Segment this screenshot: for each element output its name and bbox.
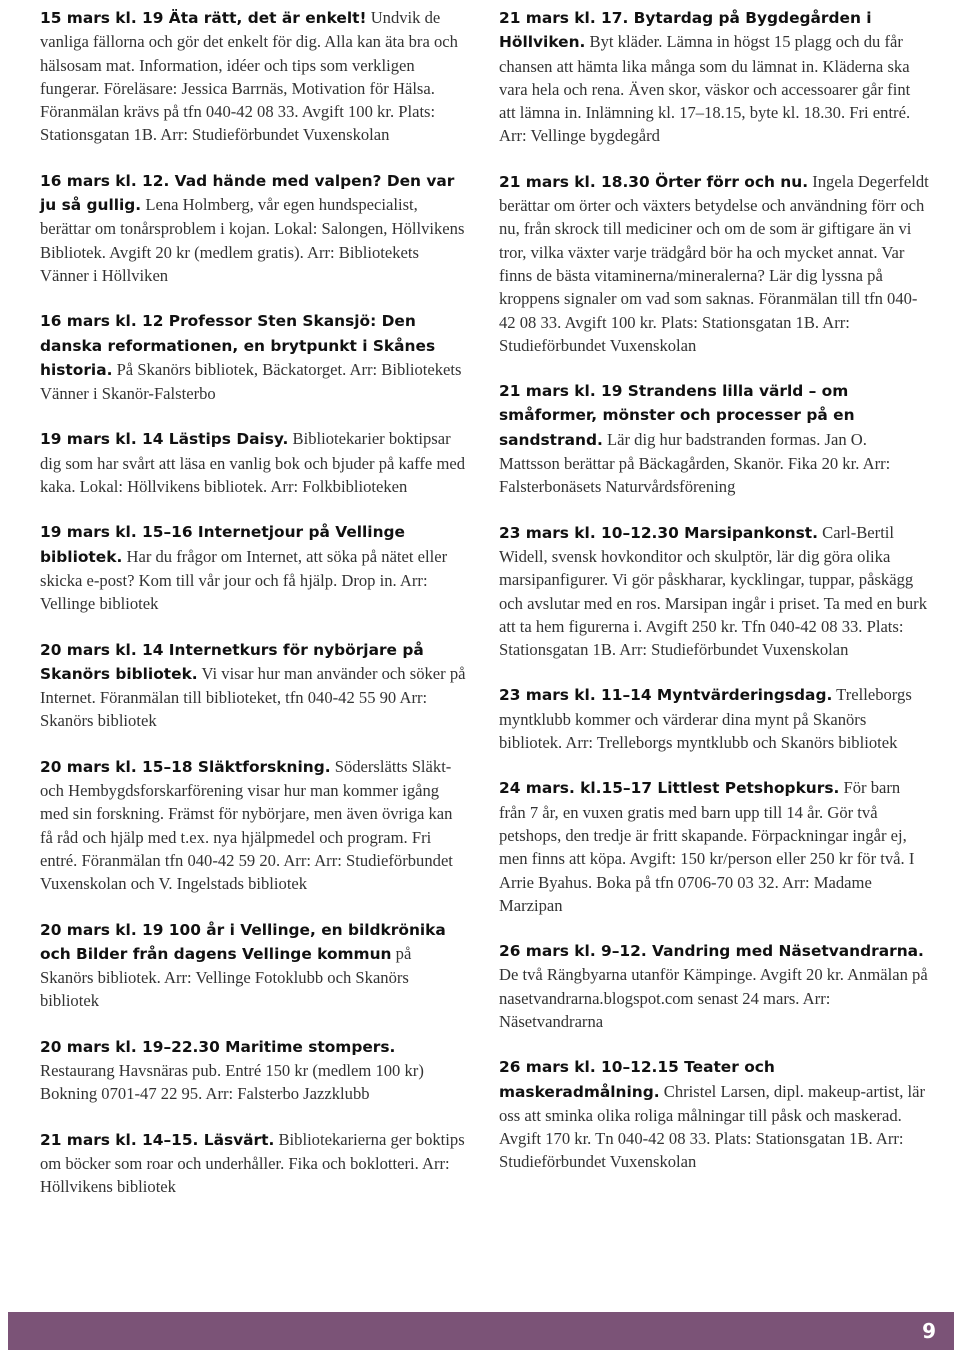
footer-bar	[8, 1312, 954, 1350]
event-entry	[40, 1128, 468, 1199]
event-description: Har du frågor om Internet, att söka på nätet eller skicka e-post? Kom till vår jour och få hjälp. Drop in. Arr: Vellinge bibliotek	[40, 546, 448, 614]
event-entry	[40, 520, 468, 615]
event-entry	[499, 683, 929, 754]
event-heading: 19 mars kl. 15–16 Internetjour på Vellinge bibliotek.	[40, 523, 405, 566]
event-heading: 20 mars kl. 15–18 Släktforskning.	[40, 757, 331, 776]
event-entry	[499, 1055, 929, 1173]
event-heading: 20 mars kl. 19 100 år i Vellinge, en bildkrönika och Bilder från dagens Vellinge kommun	[40, 920, 446, 963]
event-entry	[40, 6, 468, 147]
page-number: 9	[922, 1319, 936, 1343]
event-entry	[499, 521, 929, 662]
event-heading: 23 mars kl. 10–12.30 Marsipankonst.	[499, 523, 818, 542]
event-heading: 20 mars kl. 19–22.30 Maritime stompers.	[40, 1037, 396, 1056]
event-description: Trelleborgs myntklubb kommer och värderar dina mynt på Skanörs bibliotek. Arr: Trelleborgs myntklubb och Skanörs bibliotek	[499, 685, 912, 753]
event-entry	[40, 755, 468, 896]
event-description: Undvik de vanliga fällorna och gör det enkelt för dig. Alla kan äta bra och hälsosam mat. Information, idéer och tips som verkligen fungerar. Föreläsare: Jessica Barrnäs, Motivation för Hälsa. Föranmälan krävs på tfn 040-42 08 33. Avgift 100 kr. Plats: Stationsgatan 1B. Arr: Studieförbundet Vuxenskolan	[40, 8, 458, 145]
event-entry	[40, 169, 468, 287]
event-description: De två Rängbyarna utanför Kämpinge. Avgift 20 kr. Anmälan på nasetvandrarna.blogspot.com senast 24 mars. Arr: Näsetvandrarna	[499, 965, 928, 1031]
event-heading: 21 mars kl. 19 Strandens lilla värld – om småformer, mönster och processer på en sandstrand.	[499, 382, 855, 449]
event-description: Lär dig hur badstranden formas. Jan O. Mattsson berättar på Bäckagården, Skanör. Fika 20 kr. Arr: Falsterbonäsets Naturvårdsförening	[499, 429, 891, 497]
event-entry	[499, 170, 929, 357]
event-heading: 21 mars kl. 17. Bytardag på Bygdegården i Höllviken.	[499, 9, 872, 52]
event-heading: 26 mars kl. 9–12. Vandring med Näsetvandrarna.	[499, 942, 924, 961]
event-description: Christel Larsen, dipl. makeup-artist, lär oss att sminka olika roliga målningar till påsk och maskerad. Avgift 170 kr. Tn 040-42 08 33. Plats: Stationsgatan 1B. Arr: Studieförbundet Vuxenskolan	[499, 1081, 926, 1172]
event-description: Bibliotekarierna ger boktips om böcker som roar och underhåller. Fika och boklotteri. Arr: Höllvikens bibliotek	[40, 1129, 465, 1197]
event-heading: 24 mars. kl.15–17 Littlest Petshopkurs.	[499, 779, 840, 798]
event-heading: 15 mars kl. 19 Äta rätt, det är enkelt!	[40, 9, 367, 27]
event-entry	[40, 638, 468, 733]
event-description: Carl-Bertil Widell, svensk hovkonditor och skulptör, lär dig göra olika marsipanfigurer. Vi gör påskharar, kycklingar, tuppar, påskägg och avslutar med en ros. Marsipan ingår i priset. Ta med en burk att ta hem figurerna i. Avgift 250 kr. Tfn 040-42 08 33. Plats: Stationsgatan 1B. Arr: Studieförbundet Vuxenskolan	[499, 522, 928, 660]
event-entry	[40, 427, 468, 498]
event-heading: 21 mars kl. 18.30 Örter förr och nu.	[499, 172, 809, 191]
event-description: Lena Holmberg, vår egen hundspecialist, berättar om tonårsproblem i kojan. Lokal: Salongen, Höllvikens Bibliotek. Avgift 20 kr (medlem gratis). Arr: Bibliotekets Vänner i Höllviken	[40, 195, 465, 285]
event-heading: 19 mars kl. 14 Lästips Daisy.	[40, 430, 289, 449]
event-description: På Skanörs bibliotek, Bäckatorget. Arr: Bibliotekets Vänner i Skanör-Falsterbo	[40, 359, 462, 404]
event-entry	[499, 379, 929, 498]
event-entry	[40, 309, 468, 405]
event-entry	[40, 918, 468, 1013]
event-entry	[40, 1035, 468, 1106]
event-heading: 16 mars kl. 12. Vad hände med valpen? Den var ju så gullig.	[40, 171, 455, 215]
event-description: Ingela Degerfeldt berättar om örter och växters betydelse och användning förr och nu, från skrock till mediciner och om de som är giftigare än vi tror, vilka växter varje trädgård bör ha och mycket annat. Var finns de bästa vitaminerna/mineralerna? Lär dig lyssna på kroppens signaler om vad som saknas. Föranmälan till tfn 040-42 08 33. Avgift 100 kr. Plats: Stationsgatan 1B. Arr: Studieförbundet Vuxenskolan	[499, 171, 929, 355]
event-heading: 20 mars kl. 14 Internetkurs för nybörjare på Skanörs bibliotek.	[40, 640, 424, 683]
event-description: Bibliotekarier boktipsar dig som har svårt att läsa en vanlig bok och bjuder på kaffe med kaka. Lokal: Höllvikens bibliotek. Arr: Folkbiblioteken	[40, 429, 466, 497]
event-heading: 26 mars kl. 10–12.15 Teater och maskeradmålning.	[499, 1058, 775, 1101]
event-description: Vi visar hur man använder och söker på Internet. Föranmälan till biblioteket, tfn 040-42 55 90 Arr: Skanörs bibliotek	[40, 663, 466, 731]
event-description: på Skanörs bibliotek. Arr: Vellinge Fotoklubb och Skanörs bibliotek	[40, 943, 412, 1011]
event-entry	[499, 939, 929, 1033]
right-column	[499, 6, 929, 1196]
event-heading: 16 mars kl. 12 Professor Sten Skansjö: Den danska reformationen, en brytpunkt i Skånes historia.	[40, 312, 436, 379]
event-description: För barn från 7 år, en vuxen gratis med barn upp till 14 år. Gör två petshops, den tredje är fritt skapande. Förpackningar ingår ej, men finns att köpa. Avgift: 150 kr/person eller 250 kr för två. I Arrie Byahus. Boka på tfn 0706-70 03 32. Arr: Madame Marzipan	[499, 778, 915, 915]
event-description: Restaurang Havsnäras pub. Entré 150 kr (medlem 100 kr) Bokning 0701-47 22 95. Arr: Falsterbo Jazzklubb	[40, 1060, 424, 1104]
left-column	[40, 6, 468, 1220]
event-entry	[499, 776, 929, 917]
event-heading: 23 mars kl. 11–14 Myntvärderingsdag.	[499, 686, 833, 705]
event-description: Byt kläder. Lämna in högst 15 plagg och du får chansen att hämta lika många som du lämnat in. Kläderna ska vara hela och rena. Även skor, väskor och accessoarer går fint att lämna in. Inlämning kl. 17–18.15, byte kl. 18.30. Fri entré. Arr: Vellinge bygdegård	[499, 32, 911, 146]
event-description: Söderslätts Släkt- och Hembygdsforskarförening visar hur man kommer igång med sin forskning. Främst för nybörjare, men även övriga kan få råd och hjälp med t.ex. nya hjälpmedel och program. Fri entré. Föranmälan tfn 040-42 59 20. Arr: Arr: Studieförbundet Vuxenskolan och V. Ingelstads bibliotek	[40, 756, 453, 894]
event-heading: 21 mars kl. 14–15. Läsvärt.	[40, 1130, 275, 1149]
event-entry	[499, 6, 929, 148]
